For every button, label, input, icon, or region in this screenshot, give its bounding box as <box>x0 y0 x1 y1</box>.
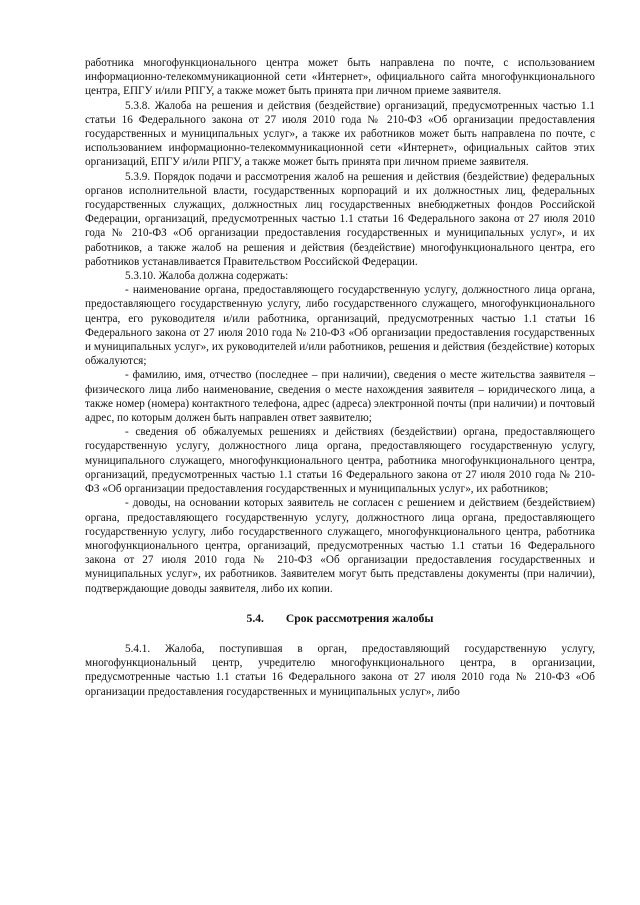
paragraph-5-3-9: 5.3.9. Порядок подачи и рассмотрения жалоб на решения и действия (бездействие) федеральных органов исполнительной власти, государственных корпораций и их должностных лиц, федеральных государственных служащих, должностных лиц государственных внебюджетных фондов Российской Федерации, организаций, предусмотренных частью 1.1 статьи 16 Федерального закона от 27 июля 2010 года № 210-ФЗ «Об организации предоставления государственных и муниципальных услуг», и их работников, а также жалоб на решения и действия (бездействие) многофункционального центра, его работников устанавливается Правительством Российской Федерации. <box>85 170 595 268</box>
list-item-applicant-info: - фамилию, имя, отчество (последнее – при наличии), сведения о месте жительства заявителя – физического лица либо наименование, сведения о месте нахождения заявителя – юридического лица, а также номер (номера) контактного телефона, адрес (адреса) электронной почты (при наличии) и почтовый адрес, по которым должен быть направлен ответ заявителю; <box>85 369 595 425</box>
paragraph-5-3-10: 5.3.10. Жалоба должна содержать: <box>125 270 289 283</box>
section-heading-title: Срок рассмотрения жалобы <box>285 611 434 625</box>
paragraph-continuation: работника многофункционального центра может быть направлена по почте, с использованием информационно-телекоммуникационной сети «Интернет», официального сайта многофункционального центра, ЕПГУ и/или РПГУ, а также может быть принята при личном приеме заявителя. <box>85 57 595 98</box>
list-item-arguments: - доводы, на основании которых заявитель не согласен с решением и действием (бездействием) органа, предоставляющего государственную услугу, должностного лица органа, предоставляющего государственную услугу, либо государственного служащего, многофункционального центра, работника многофункционального центра, организаций, предусмотренных частью 1.1 статьи 16 Федерального закона от 27 июля 2010 года № 210-ФЗ «Об организации предоставления государственных и муниципальных услуг», их работников. Заявителем могут быть представлены документы (при наличии), подтверждающие доводы заявителя, либо их копии. <box>85 497 595 595</box>
list-item-appealed-decisions: - сведения об обжалуемых решениях и действиях (бездействии) органа, предоставляющего государственную услугу, должностного лица органа, предоставляющего государственную услугу, муниципального служащего, многофункционального центра, работника многофункционального центра, организаций, предусмотренных частью 1.1 статьи 16 Федерального закона от 27 июля 2010 года № 210-ФЗ «Об организации предоставления государственных и муниципальных услуг», их работников; <box>85 426 595 496</box>
document-page <box>85 56 595 699</box>
section-heading-number: 5.4. <box>246 611 264 625</box>
paragraph-5-3-8: 5.3.8. Жалоба на решения и действия (бездействие) организаций, предусмотренных частью 1.1 статьи 16 Федерального закона от 27 июля 2010 года № 210-ФЗ «Об организации предоставления государственных и муниципальных услуг», а также их работников может быть направлена по почте, с использованием информационно-телекоммуникационной сети «Интернет», официальных сайтов этих организаций, ЕПГУ и/или РПГУ, а также может быть принята при личном приеме заявителя. <box>85 99 595 169</box>
section-heading <box>85 612 595 626</box>
list-item-organ-name: - наименование органа, предоставляющего государственную услугу, должностного лица органа, предоставляющего государственную услугу, либо государственного служащего, многофункционального центра, его руководителя и/или работника, организаций, предусмотренных частью 1.1 статьи 16 Федерального закона от 27 июля 2010 года № 210-ФЗ «Об организации предоставления государственных и муниципальных услуг», их руководителей и/или работников, решения и действия (бездействие) которых обжалуются; <box>85 284 595 368</box>
paragraph-5-4-1: 5.4.1. Жалоба, поступившая в орган, предоставляющий государственную услугу, многофункциональный центр, учредителю многофункционального центра, в организации, предусмотренные частью 1.1 статьи 16 Федерального закона от 27 июля 2010 года № 210-ФЗ «Об организации предоставления государственных и муниципальных услуг», либо <box>85 642 595 698</box>
